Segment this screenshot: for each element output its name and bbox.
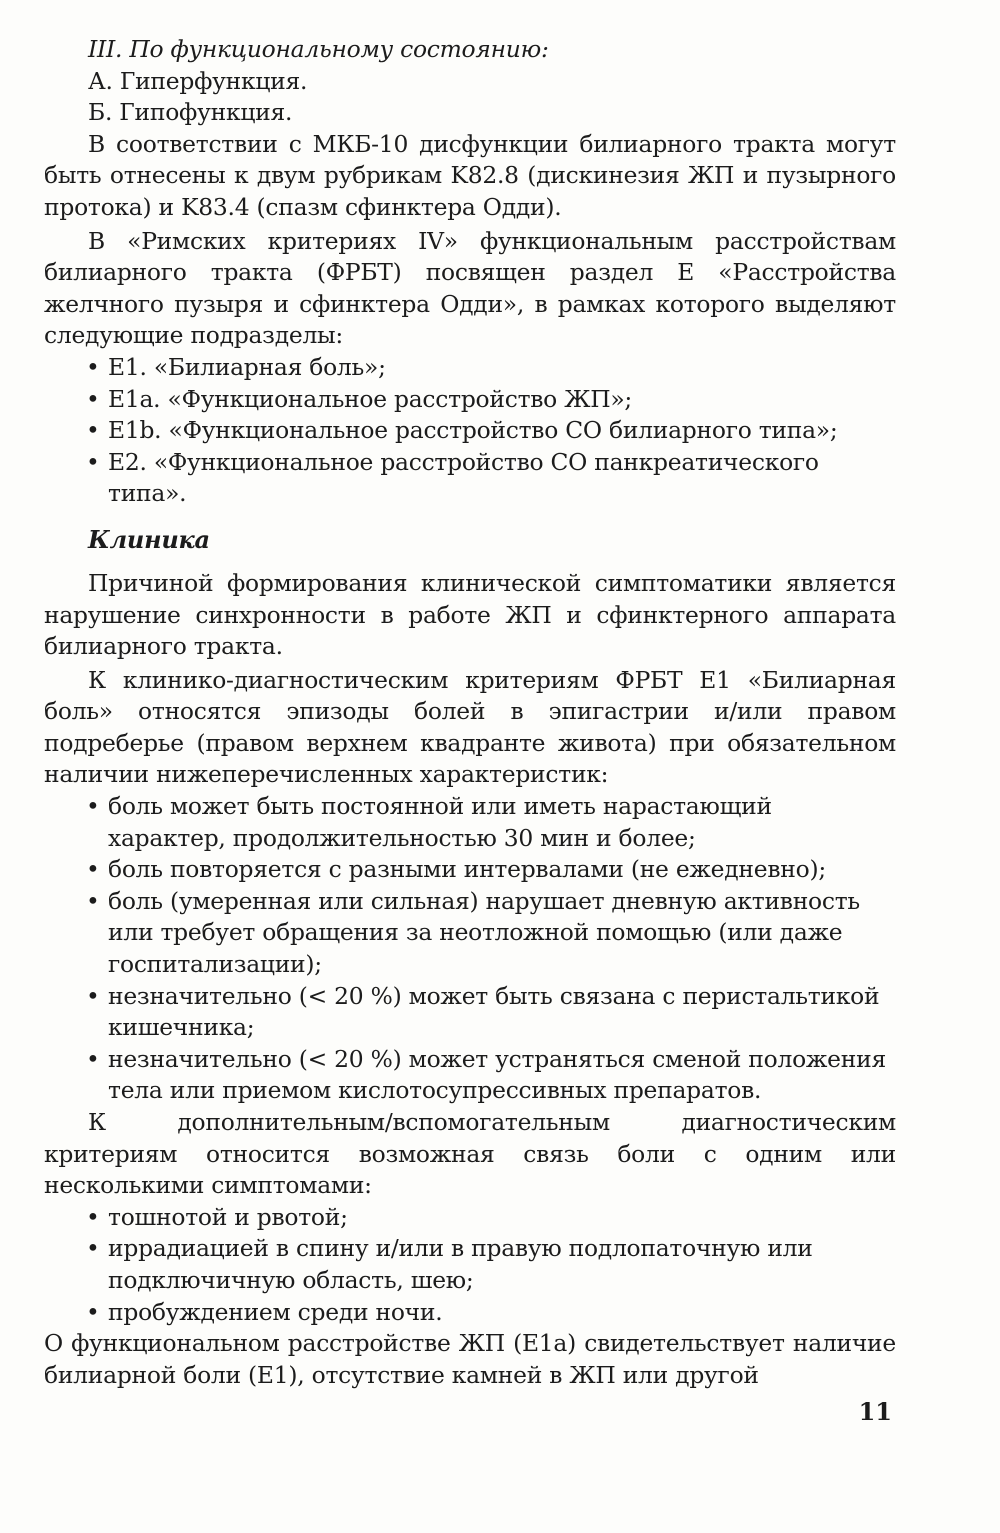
list-item: • E1. «Билиарная боль»; bbox=[44, 352, 896, 384]
document-page bbox=[44, 34, 896, 1391]
list-item: • пробуждением среди ночи. bbox=[44, 1297, 896, 1329]
cause-paragraph: Причиной формирования клинической симптоматики является нарушение синхронности в работе ЖП и сфинктерного аппарата билиарного тракта. bbox=[44, 568, 896, 661]
bullet-icon: • bbox=[86, 384, 100, 413]
list-item: • E2. «Функциональное расстройство СО панкреатического типа». bbox=[86, 447, 819, 508]
section-heading-clinic: Клиника bbox=[88, 524, 210, 554]
bullet-icon: • bbox=[86, 792, 100, 821]
rome-subsections-list bbox=[44, 352, 896, 510]
bullet-icon: • bbox=[86, 886, 100, 915]
rome-paragraph: В «Римских критериях IV» функциональным расстройствам билиарного тракта (ФРБТ) посвящен раздел E «Расстройства желчного пузыря и сфинктера Одди», в рамках которого выделяют следующие подразделы: bbox=[44, 226, 896, 350]
bullet-icon: • bbox=[86, 1202, 100, 1231]
bullet-icon: • bbox=[86, 1044, 100, 1073]
criteria-intro-paragraph: К клинико-диагностическим критериям ФРБТ E1 «Билиарная боль» относятся эпизоды болей в эпигастрии и/или правом подреберье (правом верхнем квадранте живота) при обязательном наличии нижеперечисленных характеристик: bbox=[44, 665, 896, 789]
list-item: • E1b. «Функциональное расстройство СО билиарного типа»; bbox=[44, 415, 896, 447]
page-number: 11 bbox=[858, 1397, 892, 1426]
list-item: • незначительно (< 20 %) может устраняться сменой положения тела или приемом кислотосупрессивных препаратов. bbox=[86, 1044, 886, 1105]
bullet-icon: • bbox=[86, 1234, 100, 1263]
functional-state-title: III. По функциональному состоянию: bbox=[88, 35, 549, 63]
list-item: • боль (умеренная или сильная) нарушает дневную активность или требует обращения за неотложной помощью (или даже госпитализации); bbox=[86, 886, 860, 979]
final-paragraph: О функциональном расстройстве ЖП (E1a) свидетельствует наличие билиарной боли (E1), отсутствие камней в ЖП или другой bbox=[44, 1329, 896, 1389]
bullet-icon: • bbox=[86, 855, 100, 884]
bullet-icon: • bbox=[86, 352, 100, 381]
additional-criteria-paragraph: К дополнительным/вспомогательным диагностическим критериям относится возможная связь боли с одним или несколькими симптомами: bbox=[44, 1108, 896, 1200]
additional-symptoms-list bbox=[44, 1202, 896, 1328]
list-item: • иррадиацией в спину и/или в правую подлопаточную или подключичную область, шею; bbox=[86, 1234, 813, 1294]
bullet-icon: • bbox=[86, 1297, 100, 1326]
criteria-list bbox=[44, 791, 896, 1107]
bullet-icon: • bbox=[86, 416, 100, 445]
list-item: • боль повторяется с разными интервалами (не ежедневно); bbox=[44, 854, 896, 886]
list-item: • боль может быть постоянной или иметь нарастающий характер, продолжительностью 30 мин и более; bbox=[86, 792, 772, 852]
list-item: • тошнотой и рвотой; bbox=[44, 1202, 896, 1234]
functional-state-item: Б. Гипофункция. bbox=[88, 98, 293, 127]
icd-paragraph: В соответствии с МКБ-10 дисфункции билиарного тракта могут быть отнесены к двум рубрикам K82.8 (дискинезия ЖП и пузырного протока) и K83.4 (спазм сфинктера Одди). bbox=[44, 129, 896, 221]
functional-state-item: А. Гиперфункция. bbox=[88, 66, 308, 95]
list-item: • незначительно (< 20 %) может быть связана с перистальтикой кишечника; bbox=[86, 981, 880, 1042]
list-item: • E1a. «Функциональное расстройство ЖП»; bbox=[44, 384, 896, 416]
bullet-icon: • bbox=[86, 447, 100, 476]
bullet-icon: • bbox=[86, 981, 100, 1010]
